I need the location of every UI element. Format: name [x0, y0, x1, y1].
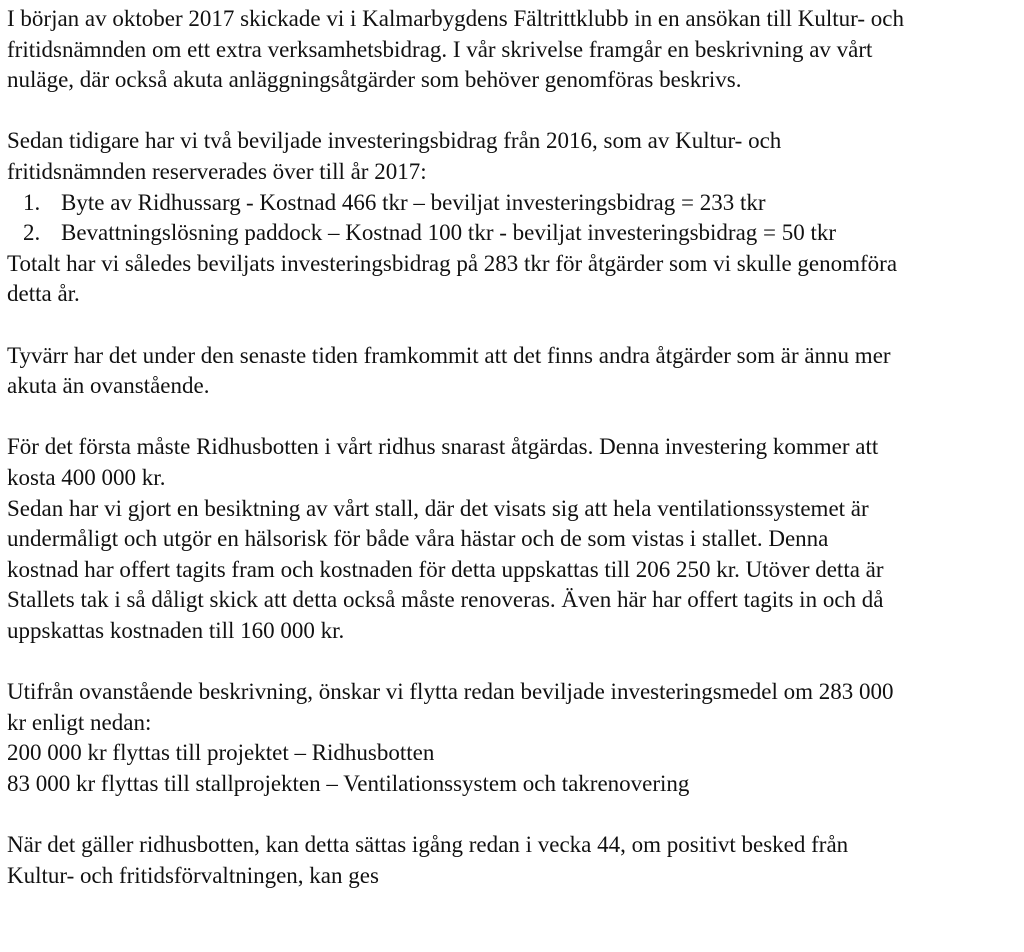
paragraph-previous-grants [7, 126, 1024, 187]
paragraph-start [7, 830, 1024, 891]
list-item-number: 2. [23, 220, 41, 246]
text-line: uppskattas kostnaden till 160 000 kr. [7, 617, 345, 643]
text-line: fritidsnämnden om ett extra verksamhetsbidrag. I vår skrivelse framgår en beskrivning av vårt [7, 36, 873, 62]
text-line: Tyvärr har det under den senaste tiden framkommit att det finns andra åtgärder som är ännu mer [7, 342, 891, 368]
text-line: När det gäller ridhusbotten, kan detta sättas igång redan i vecka 44, om positivt besked från [7, 832, 849, 858]
text-line: Totalt har vi således beviljats investeringsbidrag på 283 tkr för åtgärder som vi skulle genomföra [7, 250, 898, 276]
text-line: nuläge, där också akuta anläggningsåtgärder som behöver genomföras beskrivs. [7, 67, 742, 93]
text-line: kosta 400 000 kr. [7, 464, 166, 490]
text-line: Stallets tak i så dåligt skick att detta också måste renoveras. Även här har offert tagits in och då [7, 587, 884, 613]
text-line: kr enligt nedan: [7, 709, 152, 735]
paragraph-needs [7, 432, 1024, 646]
list-item-number: 1. [23, 189, 41, 215]
text-line: Sedan har vi gjort en besiktning av vårt stall, där det visats sig att hela ventilationssystemet är [7, 495, 869, 521]
paragraph-urgent [7, 341, 1024, 402]
text-line: Sedan tidigare har vi två beviljade investeringsbidrag från 2016, som av Kultur- och [7, 128, 782, 154]
paragraph-total [7, 249, 1024, 310]
list-item [23, 188, 1024, 219]
text-line: 200 000 kr flyttas till projektet – Ridhusbotten [7, 740, 435, 766]
text-line: fritidsnämnden reserverades över till år 2017: [7, 158, 427, 184]
text-line: 83 000 kr flyttas till stallprojekten – Ventilationssystem och takrenovering [7, 770, 690, 796]
text-line: För det första måste Ridhusbotten i vårt ridhus snarast åtgärdas. Denna investering kommer att [7, 434, 879, 460]
text-line: undermåligt och utgör en hälsorisk för både våra hästar och de som vistas i stallet. Denna [7, 526, 829, 552]
text-line: Utifrån ovanstående beskrivning, önskar vi flytta redan beviljade investeringsmedel om 283 000 [7, 679, 894, 705]
list-item-name: Byte av Ridhussarg [61, 189, 241, 215]
grant-list [7, 188, 1024, 249]
list-item-name: Bevattningslösning paddock – Kostnad 100 tkr - beviljat investeringsbidrag = 50 tkr [61, 220, 837, 246]
text-line: I början av oktober 2017 skickade vi i Kalmarbygdens Fältrittklubb in en ansökan till Kultur- och [7, 6, 904, 31]
text-line: detta år. [7, 281, 80, 307]
text-line: akuta än ovanstående. [7, 373, 210, 399]
list-item [23, 218, 1024, 249]
paragraph-reallocation [7, 677, 1024, 799]
text-line: kostnad har offert tagits fram och kostnaden för detta uppskattas till 206 250 kr. Utöver detta är [7, 556, 884, 582]
paragraph-application [7, 4, 1024, 96]
list-item-detail: - Kostnad 466 tkr – beviljat investeringsbidrag = 233 tkr [246, 189, 766, 215]
text-line: Kultur- och fritidsförvaltningen, kan ges [7, 862, 379, 888]
